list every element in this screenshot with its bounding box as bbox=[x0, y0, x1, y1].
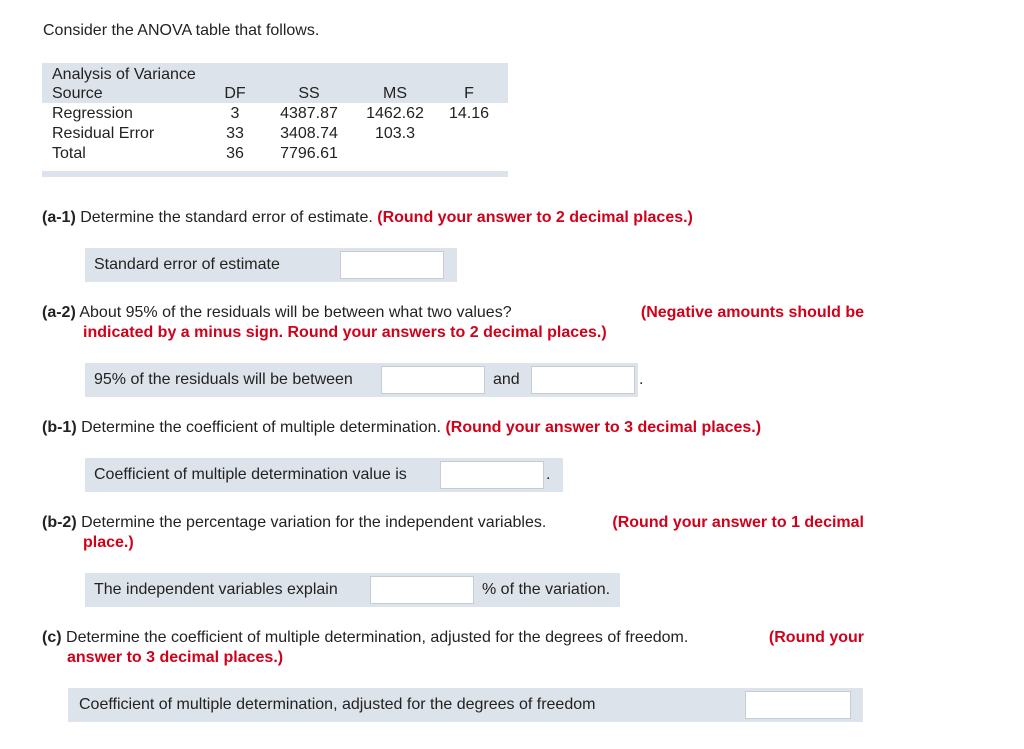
row-total-df: 36 bbox=[226, 145, 244, 162]
anova-table bbox=[42, 63, 508, 177]
question-b2-line1 bbox=[42, 513, 864, 533]
row-total-source: Total bbox=[52, 145, 86, 162]
percentage-variation-input[interactable] bbox=[370, 576, 474, 604]
row-regression-f: 14.16 bbox=[448, 105, 490, 122]
answer-a2-row bbox=[85, 363, 638, 397]
answer-b2-row bbox=[85, 573, 620, 607]
question-b1-text: Determine the coefficient of multiple determination. bbox=[76, 419, 446, 436]
row-regression-df: 3 bbox=[230, 105, 240, 122]
question-a1 bbox=[42, 208, 864, 228]
anova-title: Analysis of Variance bbox=[52, 66, 196, 83]
question-c-note-line2: answer to 3 decimal places.) bbox=[67, 649, 284, 666]
question-b2-note-line2: place.) bbox=[83, 534, 134, 551]
question-b2-text: Determine the percentage variation for the independent variables. bbox=[76, 514, 547, 531]
question-a2-label: (a-2) bbox=[42, 304, 76, 321]
standard-error-input[interactable] bbox=[340, 251, 444, 279]
header-ms: MS bbox=[383, 85, 407, 102]
answer-b1-label: Coefficient of multiple determination value is bbox=[94, 466, 407, 483]
answer-c-label: Coefficient of multiple determination, adjusted for the degrees of freedom bbox=[79, 696, 596, 713]
question-a2 bbox=[42, 303, 864, 343]
question-a1-label: (a-1) bbox=[42, 209, 76, 226]
row-residual-source: Residual Error bbox=[52, 125, 155, 142]
row-residual-ms: 103.3 bbox=[374, 125, 416, 142]
question-c bbox=[42, 628, 864, 668]
question-b2-label: (b-2) bbox=[42, 514, 77, 531]
answer-c-row bbox=[68, 688, 863, 722]
answer-b1-period: . bbox=[546, 466, 551, 483]
row-residual-df: 33 bbox=[226, 125, 244, 142]
question-a2-note-line1: (Negative amounts should be bbox=[640, 304, 864, 321]
question-b1-note: (Round your answer to 3 decimal places.) bbox=[445, 419, 762, 436]
header-source: Source bbox=[52, 85, 103, 102]
residual-upper-input[interactable] bbox=[531, 366, 635, 394]
row-residual-ss: 3408.74 bbox=[280, 125, 338, 142]
question-a2-note-line2: indicated by a minus sign. Round your answers to 2 decimal places.) bbox=[83, 324, 607, 341]
row-regression-source: Regression bbox=[52, 105, 133, 122]
question-a1-note: (Round your answer to 2 decimal places.) bbox=[377, 209, 693, 226]
answer-a2-label: 95% of the residuals will be between bbox=[94, 371, 353, 388]
question-a2-text: About 95% of the residuals will be between what two values? bbox=[75, 304, 512, 321]
row-regression-ss: 4387.87 bbox=[280, 105, 338, 122]
question-a2-line1 bbox=[42, 303, 864, 323]
answer-a1-row bbox=[85, 248, 457, 282]
question-b1 bbox=[42, 418, 864, 438]
header-df: DF bbox=[224, 85, 246, 102]
question-c-line1 bbox=[42, 628, 864, 648]
adjusted-coefficient-input[interactable] bbox=[745, 691, 851, 719]
question-b1-label: (b-1) bbox=[42, 419, 77, 436]
anova-footer-band bbox=[42, 171, 508, 177]
residual-lower-input[interactable] bbox=[381, 366, 485, 394]
question-c-text: Determine the coefficient of multiple determination, adjusted for the degrees of freedom. bbox=[61, 629, 689, 646]
coefficient-determination-input[interactable] bbox=[440, 461, 544, 489]
answer-b2-label: The independent variables explain bbox=[94, 581, 338, 598]
row-total-ss: 7796.61 bbox=[280, 145, 338, 162]
intro-text: Consider the ANOVA table that follows. bbox=[43, 22, 320, 39]
question-b2-note-line1: (Round your answer to 1 decimal bbox=[612, 514, 864, 531]
question-a1-text: Determine the standard error of estimate. bbox=[75, 209, 378, 226]
row-regression-ms: 1462.62 bbox=[366, 105, 424, 122]
question-c-note-line1: (Round your bbox=[768, 629, 864, 646]
and-label: and bbox=[493, 371, 520, 388]
answer-a2-period: . bbox=[639, 371, 644, 388]
header-ss: SS bbox=[298, 85, 320, 102]
answer-b1-row bbox=[85, 458, 563, 492]
answer-a1-label: Standard error of estimate bbox=[94, 256, 280, 273]
header-f: F bbox=[464, 85, 474, 102]
question-b2 bbox=[42, 513, 864, 553]
answer-b2-suffix: % of the variation. bbox=[482, 581, 611, 598]
question-c-label: (c) bbox=[42, 629, 62, 646]
